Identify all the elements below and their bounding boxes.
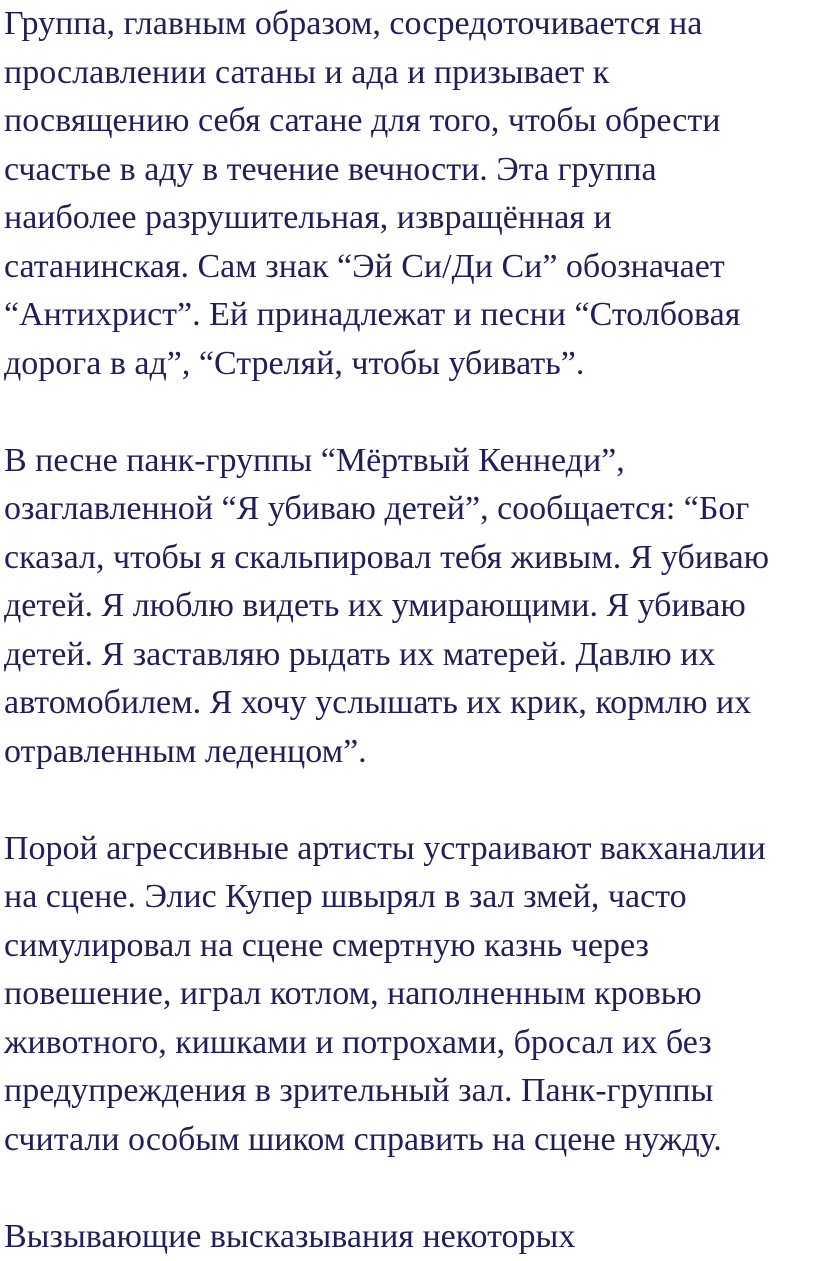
text-line: “Антихрист”. Ей принадлежат и песни “Столбовая [4, 291, 816, 340]
text-line: прославлении сатаны и ада и призывает к [4, 49, 816, 98]
text-line: озаглавленной “Я убиваю детей”, сообщается: “Бог [4, 485, 816, 534]
text-line: считали особым шиком справить на сцене нужду. [4, 1116, 816, 1165]
text-line: наиболее разрушительная, извращённая и [4, 194, 816, 243]
text-line: Порой агрессивные артисты устраивают вакханалии [4, 825, 816, 874]
paragraph-4 [4, 1213, 816, 1261]
text-line: детей. Я заставляю рыдать их матерей. Давлю их [4, 631, 816, 680]
text-line: сказал, чтобы я скальпировал тебя живым. Я убиваю [4, 534, 816, 583]
text-line: предупреждения в зрительный зал. Панк-группы [4, 1067, 816, 1116]
text-line: животного, кишками и потрохами, бросал их без [4, 1019, 816, 1068]
text-line: симулировал на сцене смертную казнь через [4, 922, 816, 971]
text-line: отравленным леденцом”. [4, 728, 816, 777]
text-line: детей. Я люблю видеть их умирающими. Я убиваю [4, 582, 816, 631]
paragraph-2 [4, 437, 816, 777]
text-line: сатанинская. Сам знак “Эй Си/Ди Си” обозначает [4, 243, 816, 292]
text-line: В песне панк-группы “Мёртвый Кеннеди”, [4, 437, 816, 486]
text-line: на сцене. Элис Купер швырял в зал змей, часто [4, 873, 816, 922]
text-line: Группа, главным образом, сосредоточивается на [4, 0, 816, 49]
text-line: посвящению себя сатане для того, чтобы обрести [4, 97, 816, 146]
text-line: Вызывающие высказывания некоторых [4, 1213, 816, 1261]
text-line: автомобилем. Я хочу услышать их крик, кормлю их [4, 679, 816, 728]
text-line: счастье в аду в течение вечности. Эта группа [4, 146, 816, 195]
paragraph-1 [4, 0, 816, 388]
paragraph-3 [4, 825, 816, 1165]
text-line: повешение, играл котлом, наполненным кровью [4, 970, 816, 1019]
text-line: дорога в ад”, “Стреляй, чтобы убивать”. [4, 340, 816, 389]
